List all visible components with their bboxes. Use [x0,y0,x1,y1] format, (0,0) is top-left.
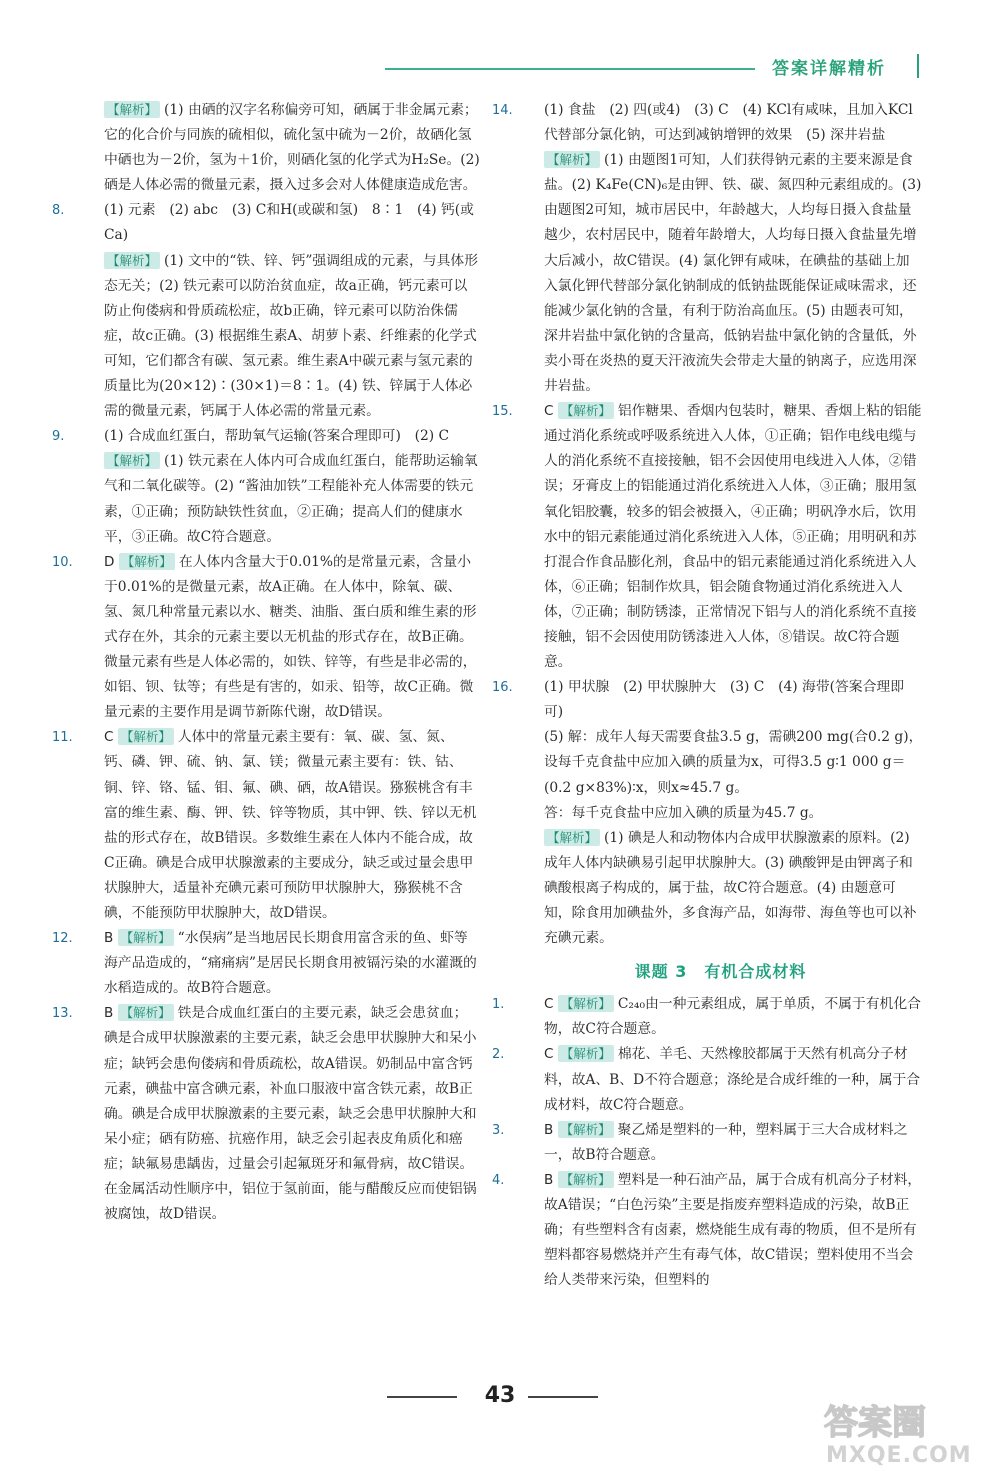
question-number: 4. [492,1172,505,1188]
answer-text: (1) 铁元素在人体内可合成血红蛋白，能帮助运输氧气和二氧化碳等。(2) “酱油加铁”工程能补充人体需要的铁元素，①正确；预防缺铁性贫血，②正确；提高人们的健康水平，③正确。故C符合题意。 [104,453,478,545]
question-number: 1. [492,997,505,1013]
answer-text: (1) 食盐 (2) 四(或4) (3) C (4) KCl有咸味，且加入KCl代替部分氯化钠，可达到减钠增钾的效果 (5) 深井岩盐 [544,102,913,144]
answer-text: 铝作糖果、香烟内包装时，糖果、香烟上粘的铝能通过消化系统或呼吸系统进入人体，①正确；铝作电线电缆与人的消化系统不直接接触，铝不会因使用电线进入人体，②错误；牙膏皮上的铝能通过消化系统进入人体，③正确；服用氢氧化铝胶囊，较多的铝会被摄入，④正确；明矾净水后，饮用水中的铝元素能通过消化系统进入人体，⑤正确；用明矾和苏打混合作食品膨化剂，食品中的铝元素能通过消化系统进入人体，⑥正确；铝制作炊具，铝会随食物通过消化系统进入人体，⑦正确；制防锈漆，正常情况下铝与人的消化系统不直接接触，铝不会因使用防锈漆进入人体，⑧错误。故C符合题意。 [544,403,922,671]
answer-choice: B [544,1171,554,1188]
answer-text: 塑料是一种石油产品，属于合成有机高分子材料，故A错误；“白色污染”主要是指废弃塑料造成的污染，故B正确；有些塑料含有卤素，燃烧能生成有毒的物质，但不是所有塑料都容易燃烧并产生有毒气体，故C错误；塑料使用不当会给人类带来污染，但塑料的 [544,1171,922,1289]
answer-item [52,725,480,926]
left-column [52,98,480,1227]
answer-text: (1) 碘是人和动物体内合成甲状腺激素的原料。(2) 成年人体内缺碘易引起甲状腺肿大。(3) 碘酸钾是由钾离子和碘酸根离子构成的，属于盐，故C符合题意。(4) 由题意可知，除食用加碘盐外，多食海产品，如海带、海鱼等也可以补充碘元素。 [544,829,917,947]
answer-choice: C [104,729,114,746]
answer-item [78,249,480,425]
header-rule [385,68,755,70]
question-number: 9. [52,429,65,445]
answer-item [518,725,923,800]
answer-item [492,1168,923,1293]
question-number: 16. [492,680,513,696]
watermark-logo [820,1398,990,1466]
answer-item [52,550,480,726]
answer-text: (1) 甲状腺 (2) 甲状腺肿大 (3) C (4) 海带(答案合理即可) [544,679,904,721]
analysis-tag: 【解析】 [104,252,160,269]
answer-text: 聚乙烯是塑料的一种，塑料属于三大合成材料之一，故B符合题意。 [544,1121,908,1163]
question-number: 10. [52,554,73,570]
analysis-tag: 【解析】 [558,1045,614,1062]
analysis-tag: 【解析】 [104,452,160,469]
right-column [492,98,923,1293]
answer-text: (5) 解：成年人每天需要食盐3.5 g，需碘200 mg(合0.2 g)，设每千克食盐中应加入碘的质量为x，可得3.5 g∶1 000 g＝(0.2 g×83%)∶x，则x≈45.7 g。 [544,729,923,796]
answer-item [52,198,480,248]
answer-item [492,1118,923,1168]
question-number: 13. [52,1006,73,1022]
watermark-text: 答案圈 [824,1403,926,1443]
answer-choice: B [544,1121,554,1138]
question-number: 15. [492,404,513,420]
watermark-url: MXQE.COM [826,1443,972,1466]
answer-item [492,675,923,725]
page-number-rule-right [528,1396,598,1398]
question-number: 2. [492,1047,505,1063]
answer-text: (1) 文中的“铁、锌、钙”强调组成的元素，与具体形态无关；(2) 铁元素可以防治贫血症，故a正确，钙元素可以防止佝偻病和骨质疏松症，故b正确，锌元素可以防治侏儒症，故c正确。(3) 根据维生素A、胡萝卜素、纤维素的化学式可知，它们都含有碳、氢元素。维生素A中碳元素与氢元素的质量比为(20×12)∶(30×1)＝8∶1。(4) 铁、锌属于人体必需的微量元素，钙属于人体必需的常量元素。 [104,252,478,420]
answer-text: C₂₄₀由一种元素组成，属于单质，不属于有机化合物，故C符合题意。 [544,996,921,1038]
header-bracket [914,54,919,78]
analysis-tag: 【解析】 [558,1171,614,1188]
answer-choice: C [544,403,554,420]
answer-text: 棉花、羊毛、天然橡胶都属于天然有机高分子材料，故A、B、D不符合题意；涤纶是合成纤维的一种，属于合成材料，故C符合题意。 [544,1046,921,1113]
answer-item [52,1001,480,1227]
answer-choice: D [104,553,115,570]
analysis-tag: 【解析】 [118,1004,174,1021]
analysis-tag: 【解析】 [558,1121,614,1138]
answer-item [492,1042,923,1117]
answer-text: (1) 合成血红蛋白，帮助氧气运输(答案合理即可) (2) C [104,428,450,445]
question-number: 8. [52,203,65,219]
answer-item [52,926,480,1001]
analysis-tag: 【解析】 [544,829,600,846]
analysis-tag: 【解析】 [119,553,175,570]
answer-item [492,399,923,675]
header-title: 答案详解精析 [772,59,886,79]
answer-text: 在人体内含量大于0.01%的是常量元素，含量小于0.01%的是微量元素，故A正确。在人体中，除氧、碳、氢、氮几种常量元素以水、糖类、油脂、蛋白质和维生素的形式存在外，其余的元素主要以无机盐的形式存在，故B正确。微量元素有些是人体必需的，如铁、锌等，有些是非必需的，如铝、钡、钛等；有些是有害的，如汞、铅等，故C正确。微量元素的主要作用是调节新陈代谢，故D错误。 [104,553,477,721]
answer-text: (1) 元素 (2) abc (3) C和H(或碳和氢) 8∶1 (4) 钙(或Ca) [104,202,474,244]
question-number: 12. [52,931,73,947]
page-number: 43 [484,1383,516,1408]
answer-text: 人体中的常量元素主要有：氧、碳、氢、氮、钙、磷、钾、硫、钠、氯、镁；微量元素主要有：铁、钴、铜、锌、铬、锰、钼、氟、碘、硒，故A错误。猕猴桃含有丰富的维生素、酶、钾、铁、锌等物质，其中钾、铁、锌以无机盐的形式存在，故B错误。多数维生素在人体内不能合成，故C正确。碘是合成甲状腺激素的主要成分，缺乏或过量会患甲状腺肿大，适量补充碘元素可预防甲状腺肿大，猕猴桃不含碘，不能预防甲状腺肿大，故D错误。 [104,729,477,921]
answer-text: (1) 由题图1可知，人们获得钠元素的主要来源是食盐。(2) K₄Fe(CN)₆是由钾、铁、碳、氮四种元素组成的。(3) 由题图2可知，城市居民中，年龄越大，人均每日摄入食盐量越少，农村居民中，随着年龄增大，人均每日摄入食盐量先增大后减小，故C错误。(4) 氯化钾有咸味，在碘盐的基础上加入氯化钾代替部分氯化钠制成的低钠盐既能保证咸味需求，还能减少氯化钠的含量，有利于防治高血压。(5) 由题表可知，深井岩盐中氯化钠的含量高，低钠岩盐中氯化钠的含量低，外卖小哥在炎热的夏天汗液流失会带走大量的钠离子，应选用深井岩盐。 [544,152,922,395]
answer-choice: B [104,930,114,947]
answer-item [78,98,480,198]
analysis-tag: 【解析】 [544,151,600,168]
answer-item [492,992,923,1042]
answer-item [78,449,480,549]
answer-item [492,98,923,148]
analysis-tag: 【解析】 [104,101,160,118]
analysis-tag: 【解析】 [118,728,174,745]
answer-item [518,148,923,399]
answer-item [518,826,923,951]
answer-choice: C [544,996,554,1013]
answer-text: 铁是合成血红蛋白的主要元素，缺乏会患贫血；碘是合成甲状腺激素的主要元素，缺乏会患甲状腺肿大和呆小症；缺钙会患佝偻病和骨质疏松，故A错误。奶制品中富含钙元素，碘盐中富含碘元素，补血口服液中富含铁元素，故B正确。碘是合成甲状腺激素的主要元素，缺乏会患甲状腺肿大和呆小症；硒有防癌、抗癌作用，缺乏会引起表皮角质化和癌症；缺氟易患龋齿，过量会引起氟斑牙和氟骨病，故C错误。在金属活动性顺序中，铝位于氢前面，能与醋酸反应而使铝锅被腐蚀，故D错误。 [104,1005,477,1223]
analysis-tag: 【解析】 [118,929,174,946]
section-title: 课题 3 有机合成材料 [634,962,807,982]
answer-text: (1) 由硒的汉字名称偏旁可知，硒属于非金属元素；它的化合价与同族的硫相似，硫化氢中硫为－2价，故硒化氢中硒也为－2价，氢为＋1价，则硒化氢的化学式为H₂Se。(2) 硒是人体必需的微量元素，摄入过多会对人体健康造成危害。 [104,102,480,194]
answer-choice: C [544,1046,554,1063]
question-number: 14. [492,103,513,118]
question-number: 3. [492,1122,505,1138]
question-number: 11. [52,730,73,746]
answer-text: “水俣病”是当地居民长期食用富含汞的鱼、虾等海产品造成的，“痛痛病”是居民长期食用被镉污染的水灌溉的水稻造成的。故B符合题意。 [104,930,477,997]
analysis-tag: 【解析】 [558,402,614,419]
answer-choice: B [104,1005,114,1022]
answer-item [52,424,480,449]
answer-text: 答：每千克食盐中应加入碘的质量为45.7 g。 [544,804,823,821]
answer-item [518,801,923,826]
analysis-tag: 【解析】 [558,995,614,1012]
